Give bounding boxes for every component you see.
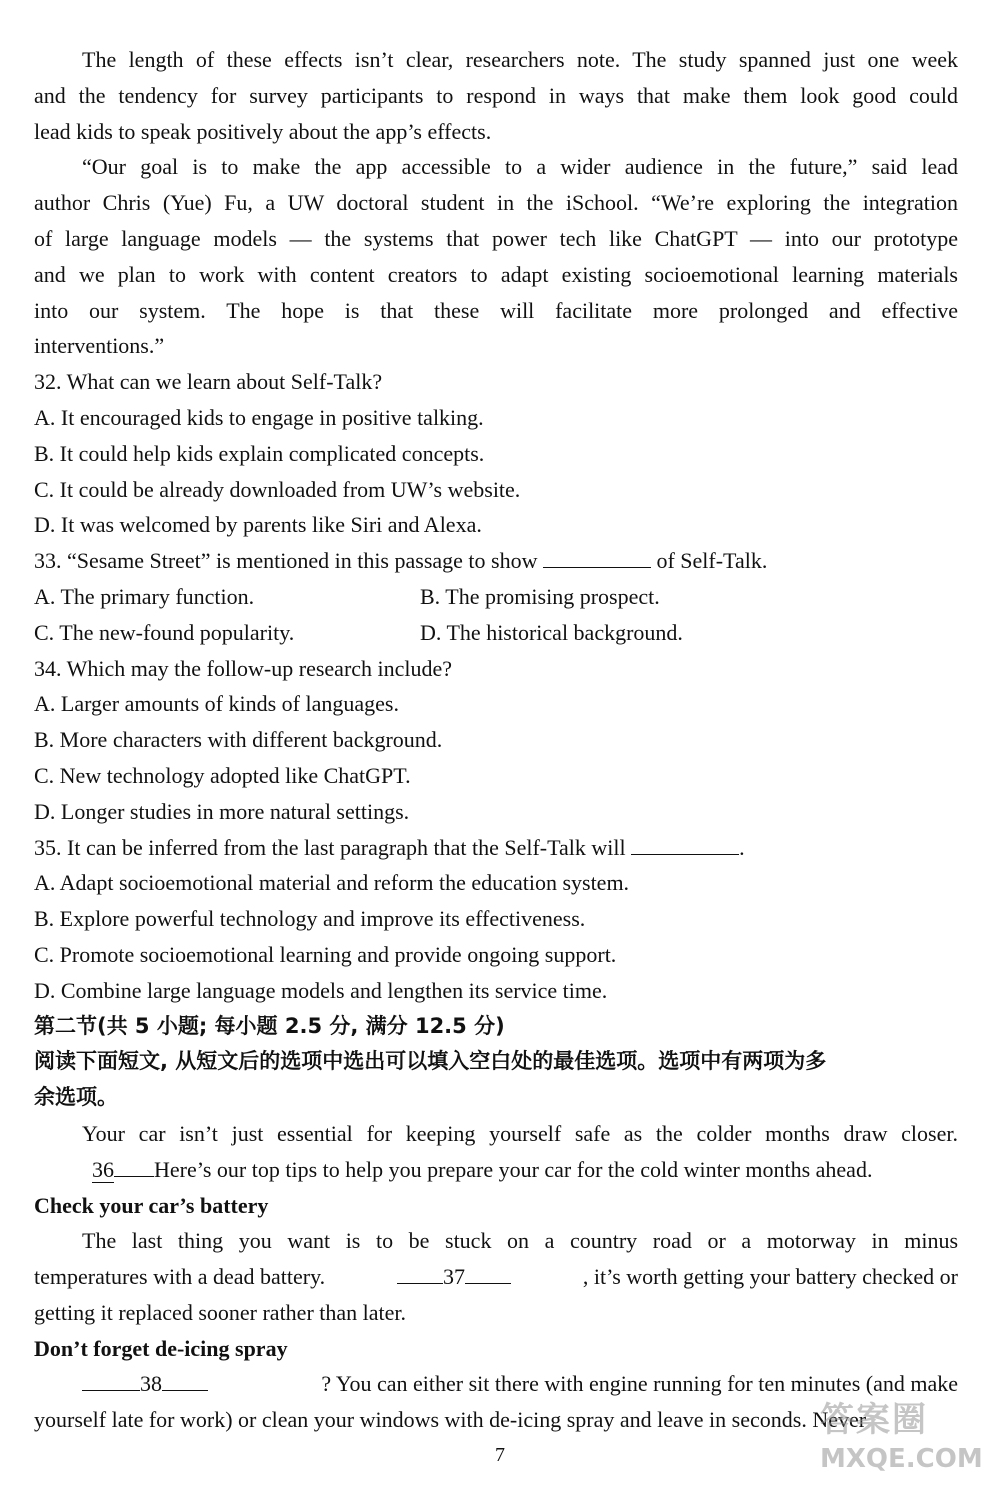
blank-number: 38 bbox=[140, 1371, 162, 1397]
paragraph-effects-length bbox=[34, 42, 958, 149]
text-line bbox=[34, 1366, 958, 1402]
watermark-logo bbox=[820, 1398, 990, 1484]
text-line: and we plan to work with content creators to adapt existing socioemotional learning materials bbox=[34, 261, 958, 287]
option-b: B. The promising prospect. bbox=[420, 583, 660, 609]
stem-text: of Self-Talk. bbox=[656, 548, 768, 574]
text-line: The last thing you want is to be stuck on a country road or a motorway in minus bbox=[82, 1228, 958, 1254]
text-line: lead kids to speak positively about the app’s effects. bbox=[34, 118, 492, 144]
text-line: interventions.” bbox=[34, 333, 165, 359]
option-a: A. It encouraged kids to engage in positive talking. bbox=[34, 404, 484, 430]
option-row bbox=[34, 615, 958, 651]
answer-blank bbox=[82, 1370, 140, 1391]
text-line: Your car isn’t just essential for keeping yourself safe as the colder months draw closer. bbox=[82, 1120, 958, 1146]
answer-blank bbox=[397, 1263, 443, 1284]
option-d: D. Combine large language models and lengthen its service time. bbox=[34, 977, 608, 1003]
question-35 bbox=[34, 830, 958, 1009]
option-a: A. The primary function. bbox=[34, 583, 255, 609]
blank-number: 37 bbox=[443, 1264, 466, 1290]
option-row bbox=[34, 579, 958, 615]
stem-text: . bbox=[739, 834, 745, 860]
text-line: “Our goal is to make the app accessible to a wider audience in the future,” said lead bbox=[82, 154, 958, 180]
section-instruction: 阅读下面短文, 从短文后的选项中选出可以填入空白处的最佳选项。选项中有两项为多 bbox=[34, 1049, 827, 1074]
text-fragment: Here’s our top tips to help you prepare your car for the cold winter months ahead. bbox=[154, 1156, 873, 1182]
question-34 bbox=[34, 651, 958, 830]
text-line: of large language models — the systems that power tech like ChatGPT — into our prototype bbox=[34, 225, 958, 251]
question-32 bbox=[34, 364, 958, 543]
option-b: B. More characters with different background. bbox=[34, 727, 443, 753]
answer-blank bbox=[465, 1263, 511, 1284]
option-c: C. It could be already downloaded from UW’s website. bbox=[34, 476, 521, 502]
section-2 bbox=[34, 1009, 958, 1439]
text-line: getting it replaced sooner rather than later. bbox=[34, 1299, 407, 1325]
option-a: A. Adapt socioemotional material and reform the education system. bbox=[34, 870, 630, 896]
blank-number: 36 bbox=[92, 1156, 114, 1182]
option-d: D. It was welcomed by parents like Siri and Alexa. bbox=[34, 512, 482, 538]
option-b: B. It could help kids explain complicated concepts. bbox=[34, 440, 485, 466]
stem-text: 33. “Sesame Street” is mentioned in this passage to show bbox=[34, 548, 538, 574]
stem-text: 35. It can be inferred from the last paragraph that the Self-Talk will bbox=[34, 834, 626, 860]
subheading-battery: Check your car’s battery bbox=[34, 1192, 269, 1218]
question-stem bbox=[34, 830, 958, 866]
text-fragment: , it’s worth getting your battery checked or bbox=[582, 1264, 958, 1290]
text-line: into our system. The hope is that these will facilitate more prolonged and effective bbox=[34, 297, 958, 323]
option-d: D. Longer studies in more natural settings. bbox=[34, 798, 410, 824]
section-instruction: 余选项。 bbox=[34, 1085, 118, 1110]
text-line bbox=[34, 1152, 958, 1188]
text-line: and the tendency for survey participants to respond in ways that make them look good could bbox=[34, 82, 958, 108]
page-number: 7 bbox=[495, 1444, 505, 1466]
question-33 bbox=[34, 543, 958, 650]
text-line: author Chris (Yue) Fu, a UW doctoral student in the iSchool. “We’re exploring the integration bbox=[34, 190, 958, 216]
text-fragment: ? You can either sit there with engine running for ten minutes (and make bbox=[321, 1371, 958, 1397]
text-line: yourself late for work) or clean your windows with de-icing spray and leave in seconds. Never bbox=[34, 1407, 867, 1433]
option-d: D. The historical background. bbox=[420, 619, 683, 645]
option-c: C. The new-found popularity. bbox=[34, 619, 295, 645]
watermark-text: 答案圈 bbox=[820, 1400, 928, 1440]
answer-blank bbox=[34, 1157, 92, 1177]
answer-blank bbox=[162, 1370, 208, 1391]
document-page bbox=[34, 42, 958, 1438]
option-a: A. Larger amounts of kinds of languages. bbox=[34, 691, 399, 717]
option-c: C. New technology adopted like ChatGPT. bbox=[34, 762, 411, 788]
text-fragment: temperatures with a dead battery. bbox=[34, 1264, 326, 1290]
answer-blank bbox=[543, 547, 651, 568]
option-c: C. Promote socioemotional learning and provide ongoing support. bbox=[34, 941, 617, 967]
question-stem bbox=[34, 543, 958, 579]
text-line: The length of these effects isn’t clear, researchers note. The study spanned just one week bbox=[82, 47, 958, 72]
paragraph-goal-quote bbox=[34, 149, 958, 364]
answer-blank bbox=[631, 834, 739, 855]
text-line bbox=[34, 1259, 958, 1295]
subheading-deicing: Don’t forget de-icing spray bbox=[34, 1335, 288, 1361]
option-b: B. Explore powerful technology and improve its effectiveness. bbox=[34, 906, 586, 932]
question-stem: 32. What can we learn about Self-Talk? bbox=[34, 369, 383, 395]
section-heading: 第二节(共 5 小题; 每小题 2.5 分, 满分 12.5 分) bbox=[34, 1013, 505, 1038]
watermark-url: MXQE.COM bbox=[820, 1444, 983, 1474]
question-stem: 34. Which may the follow-up research include? bbox=[34, 655, 453, 681]
answer-blank bbox=[114, 1156, 154, 1177]
